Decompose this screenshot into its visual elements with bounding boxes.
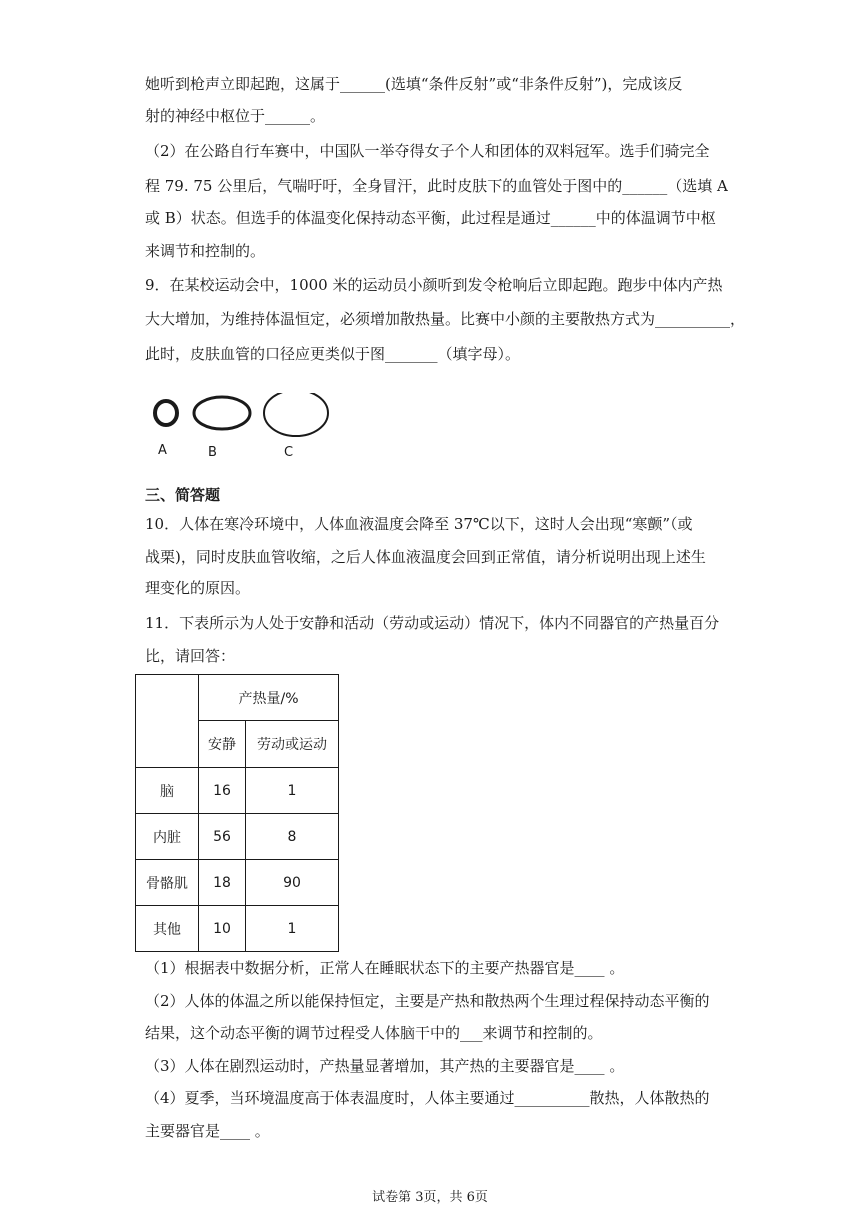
question-9-line: 9．在某校运动会中，1000 米的运动员小颜听到发令枪响后立即起跑。跑步中体内产热 — [145, 276, 723, 294]
table-row — [136, 860, 339, 906]
section-heading: 三、简答题 — [145, 486, 221, 504]
question-10-line: 战栗)，同时皮肤血管收缩，之后人体血液温度会回到正常值，请分析说明出现上述生 — [145, 548, 706, 566]
active-cell: 1 — [246, 906, 339, 952]
rest-cell: 16 — [199, 768, 246, 814]
question-10-line: 10．人体在寒冷环境中，人体血液温度会降至 37℃以下，这时人会出现“寒颤”（或 — [145, 515, 693, 533]
question-10-line: 理变化的原因。 — [145, 579, 251, 597]
vessel-b-shape — [194, 397, 250, 429]
organ-cell: 其他 — [136, 906, 199, 952]
organ-cell: 骨骼肌 — [136, 860, 199, 906]
rest-cell: 18 — [199, 860, 246, 906]
rest-cell: 10 — [199, 906, 246, 952]
organ-cell: 内脏 — [136, 814, 199, 860]
rest-cell: 56 — [199, 814, 246, 860]
text-line: 或 B）状态。但选手的体温变化保持动态平衡，此过程是通过______中的体温调节中枢 — [145, 209, 716, 227]
vessel-figure — [150, 393, 350, 473]
organ-cell: 脑 — [136, 768, 199, 814]
answer-line: （2）人体的体温之所以能保持恒定，主要是产热和散热两个生理过程保持动态平衡的 — [145, 992, 710, 1010]
answer-line: （3）人体在剧烈运动时，产热量显著增加，其产热的主要器官是____ 。 — [145, 1057, 625, 1075]
page-footer: 试卷第 3页，共 6页 — [372, 1190, 488, 1205]
text-line: 射的神经中枢位于______。 — [145, 107, 326, 125]
question-11-line: 11．下表所示为人处于安静和活动（劳动或运动）情况下，体内不同器官的产热量百分 — [145, 614, 720, 632]
active-cell: 8 — [246, 814, 339, 860]
vessel-a-shape — [155, 401, 177, 425]
figure-label-a: A — [158, 443, 167, 458]
figure-label-b: B — [208, 445, 217, 460]
table-corner-cell — [136, 675, 199, 768]
table-row — [136, 768, 339, 814]
text-line: 她听到枪声立即起跑，这属于______(选填“条件反射”或“非条件反射”)，完成该反 — [145, 75, 683, 93]
table-header-active: 劳动或运动 — [246, 721, 339, 768]
text-line: 程 79. 75 公里后，气喘吁吁，全身冒汗，此时皮肤下的血管处于图中的______（选填 A — [145, 177, 728, 195]
question-9-line: 此时，皮肤血管的口径应更类似于图_______（填字母）。 — [145, 345, 521, 363]
heat-production-table — [135, 674, 339, 952]
answer-line: （4）夏季，当环境温度高于体表温度时，人体主要通过__________散热，人体散热的 — [145, 1089, 710, 1107]
figure-label-c: C — [284, 445, 294, 460]
vessel-c-shape — [264, 393, 328, 436]
table-row — [136, 814, 339, 860]
answer-line: 结果，这个动态平衡的调节过程受人体脑干中的___来调节和控制的。 — [145, 1024, 603, 1042]
table-row — [136, 906, 339, 952]
question-11-line: 比，请回答： — [145, 647, 236, 665]
table-header-heat: 产热量/% — [199, 675, 339, 721]
vessel-diagram — [150, 393, 350, 473]
active-cell: 90 — [246, 860, 339, 906]
question-9-line: 大大增加，为维持体温恒定，必须增加散热量。比赛中小颜的主要散热方式为__________， — [145, 310, 746, 328]
answer-line: 主要器官是____ 。 — [145, 1122, 270, 1140]
text-line: （2）在公路自行车赛中，中国队一举夺得女子个人和团体的双料冠军。选手们骑完全 — [145, 142, 710, 160]
text-line: 来调节和控制的。 — [145, 242, 266, 260]
table-header-rest: 安静 — [199, 721, 246, 768]
active-cell: 1 — [246, 768, 339, 814]
answer-line: （1）根据表中数据分析，正常人在睡眠状态下的主要产热器官是____ 。 — [145, 959, 625, 977]
